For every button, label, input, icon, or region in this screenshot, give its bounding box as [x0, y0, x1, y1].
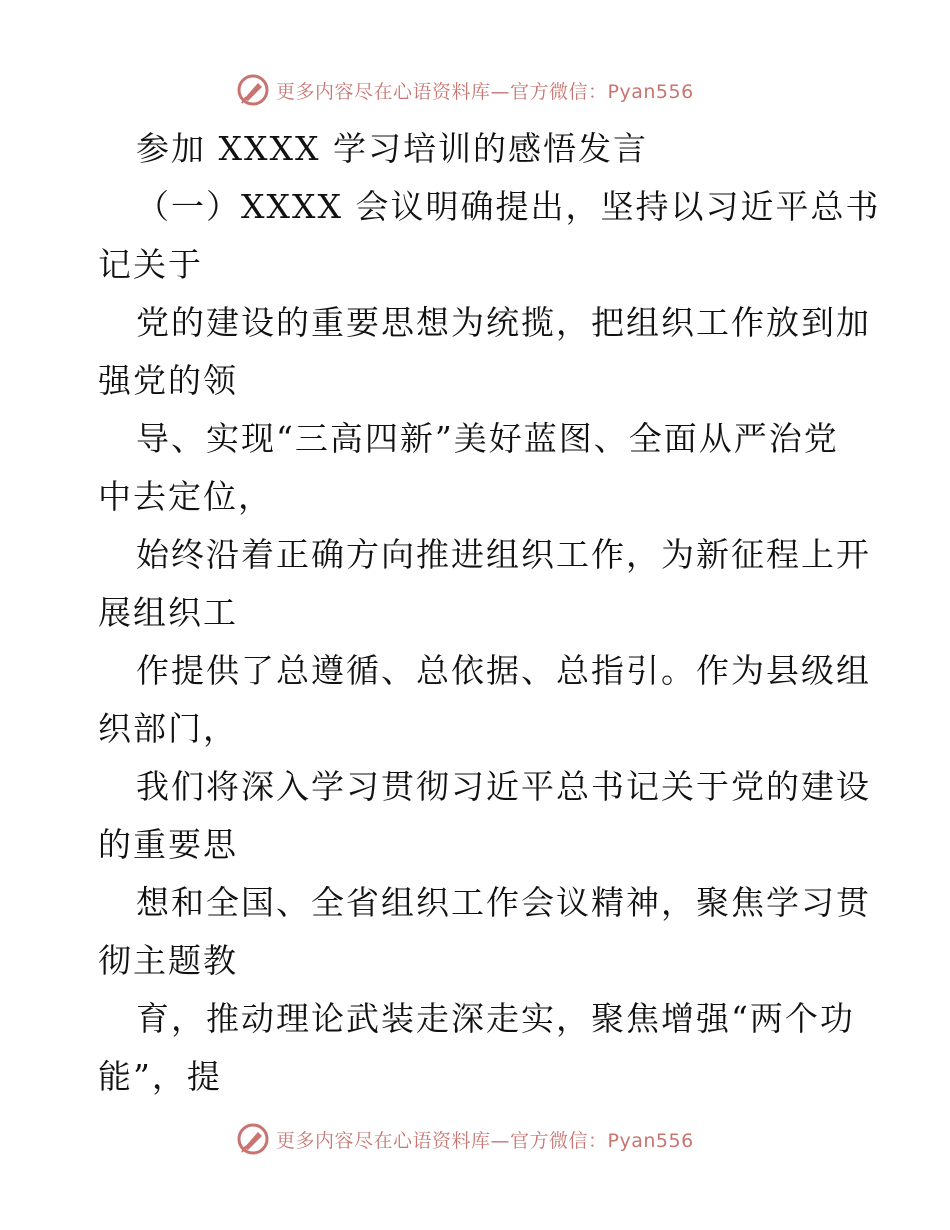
- pen-logo-icon: [236, 1122, 270, 1156]
- text-line: 我们将深入学习贯彻习近平总书记关于党的建设: [136, 767, 871, 806]
- watermark-text: 更多内容尽在心语资料库—官方微信：Pyan556: [276, 80, 694, 103]
- watermark-footer: [236, 1122, 716, 1156]
- text-line: 育，推动理论武装走深走实，聚焦增强“两个功: [136, 999, 855, 1038]
- text-line: 党的建设的重要思想为统揽，把组织工作放到加: [136, 303, 871, 342]
- text-line: 能”，提: [98, 1057, 222, 1096]
- text-line: 参加 XXXX 学习培训的感悟发言: [136, 129, 648, 168]
- text-line: 导、实现“三高四新”美好蓝图、全面从严治党: [136, 419, 839, 458]
- watermark-text: 更多内容尽在心语资料库—官方微信：Pyan556: [276, 1129, 694, 1152]
- text-line: 记关于: [98, 245, 203, 284]
- text-line: （一）XXXX 会议明确提出，坚持以习近平总书: [136, 187, 881, 226]
- text-line: 强党的领: [98, 361, 238, 400]
- text-line: 始终沿着正确方向推进组织工作，为新征程上开: [136, 535, 871, 574]
- text-line: 织部门，: [98, 709, 238, 748]
- pen-logo-icon: [236, 73, 270, 107]
- watermark-header: [236, 73, 716, 107]
- text-line: 的重要思: [98, 825, 238, 864]
- document-body: [98, 120, 881, 1106]
- text-line: 中去定位，: [98, 477, 273, 516]
- text-line: 彻主题教: [98, 941, 238, 980]
- text-line: 想和全国、全省组织工作会议精神，聚焦学习贯: [136, 883, 871, 922]
- text-line: 作提供了总遵循、总依据、总指引。作为县级组: [136, 651, 871, 690]
- text-line: 展组织工: [98, 593, 238, 632]
